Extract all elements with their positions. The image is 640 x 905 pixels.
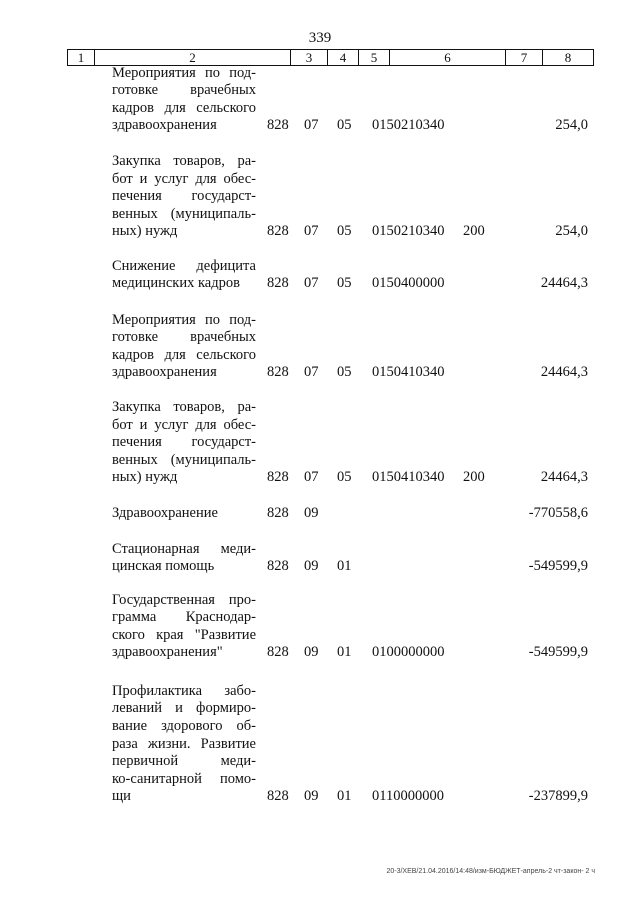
- document-footer: 20-3/ХЕВ/21.04.2016/14:48/изм-БЮДЖЕТ-апрель-2 чт-закон- 2 ч: [386, 868, 595, 875]
- row-amount: 24464,3: [540, 469, 588, 486]
- description-line: кадров для сельского: [112, 99, 256, 116]
- table-header: [67, 49, 594, 66]
- description-line: вание здорового об-: [112, 717, 256, 734]
- row-ministry-code: 828: [267, 505, 289, 522]
- description-line: Здравоохранение: [112, 505, 218, 522]
- row-target-article-code: 0150400000: [372, 275, 445, 292]
- table-row: [0, 399, 640, 487]
- description-line: леваний и формиро-: [112, 700, 256, 717]
- page-number: 339: [308, 30, 332, 46]
- row-section-code: 07: [304, 223, 319, 240]
- description-line: здравоохранения: [112, 364, 217, 381]
- description-line: Мероприятия по под-: [112, 64, 256, 81]
- row-ministry-code: 828: [267, 364, 289, 381]
- row-subsection-code: 01: [337, 644, 352, 661]
- description-line: Государственная про-: [112, 591, 256, 608]
- row-amount: 24464,3: [540, 364, 588, 381]
- description-line: ского края "Развитие: [112, 626, 256, 643]
- row-amount: 24464,3: [540, 275, 588, 292]
- header-col-5: 5: [359, 50, 390, 65]
- row-description: [112, 541, 256, 576]
- header-col-8: 8: [564, 50, 572, 65]
- row-description: [112, 683, 256, 806]
- table-row: [0, 505, 640, 523]
- description-line: Стационарная меди-: [112, 540, 256, 557]
- row-description: [112, 153, 256, 241]
- description-line: венных (муниципаль-: [112, 451, 256, 468]
- row-subsection-code: 01: [337, 558, 352, 575]
- row-expense-type-code: 200: [463, 223, 485, 240]
- table-row: [0, 592, 640, 662]
- description-line: здравоохранения": [112, 644, 223, 661]
- row-description: [112, 258, 256, 293]
- row-subsection-code: 01: [337, 788, 352, 805]
- row-ministry-code: 828: [267, 275, 289, 292]
- description-line: ных) нужд: [112, 223, 178, 240]
- description-line: раза жизни. Развитие: [112, 735, 256, 752]
- description-line: Закупка товаров, ра-: [112, 153, 256, 169]
- row-description: [112, 592, 256, 662]
- description-line: щи: [112, 788, 131, 805]
- row-expense-type-code: 200: [463, 469, 485, 486]
- row-target-article-code: 0100000000: [372, 644, 445, 661]
- description-line: Профилактика забо-: [112, 682, 256, 699]
- row-amount: -237899,9: [528, 788, 588, 805]
- header-col-1: 1: [68, 50, 95, 65]
- description-line: первичной меди-: [112, 753, 256, 770]
- row-section-code: 09: [304, 788, 319, 805]
- table-row: [0, 541, 640, 576]
- row-target-article-code: 0150210340: [372, 117, 445, 134]
- table-row: [0, 258, 640, 293]
- row-ministry-code: 828: [267, 558, 289, 575]
- row-section-code: 09: [304, 558, 319, 575]
- description-line: Снижение дефицита: [112, 257, 256, 274]
- row-description: [112, 65, 256, 135]
- row-section-code: 09: [304, 644, 319, 661]
- row-target-article-code: 0150410340: [372, 469, 445, 486]
- header-col-4: 4: [328, 50, 359, 65]
- row-ministry-code: 828: [267, 644, 289, 661]
- row-subsection-code: 05: [337, 364, 352, 381]
- description-line: печения государст-: [112, 434, 256, 451]
- header-col-2: 2: [95, 50, 291, 65]
- description-line: венных (муниципаль-: [112, 205, 256, 222]
- row-section-code: 09: [304, 505, 319, 522]
- row-amount: -549599,9: [528, 644, 588, 661]
- row-amount: 254,0: [555, 117, 588, 134]
- row-target-article-code: 0150410340: [372, 364, 445, 381]
- row-amount: -549599,9: [528, 558, 588, 575]
- header-col-7: 7: [506, 50, 543, 65]
- row-description: [112, 399, 256, 487]
- description-line: грамма Краснодар-: [112, 609, 256, 626]
- row-ministry-code: 828: [267, 469, 289, 486]
- description-line: Закупка товаров, ра-: [112, 399, 256, 415]
- description-line: кадров для сельского: [112, 346, 256, 363]
- table-row: [0, 683, 640, 806]
- header-col-3: 3: [291, 50, 328, 65]
- description-line: бот и услуг для обес-: [112, 416, 256, 433]
- row-section-code: 07: [304, 117, 319, 134]
- description-line: бот и услуг для обес-: [112, 170, 256, 187]
- row-subsection-code: 05: [337, 469, 352, 486]
- row-section-code: 07: [304, 469, 319, 486]
- description-line: ных) нужд: [112, 469, 178, 486]
- header-col-6: 6: [390, 50, 506, 65]
- row-subsection-code: 05: [337, 275, 352, 292]
- description-line: печения государст-: [112, 188, 256, 205]
- description-line: ко-санитарной помо-: [112, 770, 256, 787]
- row-description: [112, 312, 256, 382]
- table-row: [0, 65, 640, 135]
- table-row: [0, 312, 640, 382]
- table-row: [0, 153, 640, 241]
- row-subsection-code: 05: [337, 223, 352, 240]
- row-section-code: 07: [304, 275, 319, 292]
- description-line: готовке врачебных: [112, 329, 256, 346]
- row-target-article-code: 0150210340: [372, 223, 445, 240]
- row-description: [112, 505, 256, 523]
- row-amount: -770558,6: [528, 505, 588, 522]
- row-amount: 254,0: [555, 223, 588, 240]
- description-line: медицинских кадров: [112, 275, 240, 292]
- row-subsection-code: 05: [337, 117, 352, 134]
- description-line: цинская помощь: [112, 558, 215, 575]
- row-ministry-code: 828: [267, 788, 289, 805]
- row-ministry-code: 828: [267, 223, 289, 240]
- description-line: Мероприятия по под-: [112, 311, 256, 328]
- description-line: готовке врачебных: [112, 82, 256, 99]
- row-target-article-code: 0110000000: [372, 788, 444, 805]
- description-line: здравоохранения: [112, 117, 217, 134]
- row-ministry-code: 828: [267, 117, 289, 134]
- row-section-code: 07: [304, 364, 319, 381]
